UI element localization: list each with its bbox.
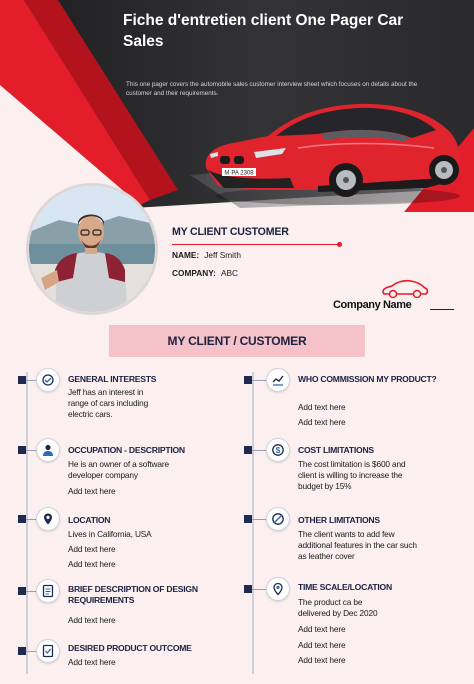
item-line: developer company bbox=[68, 470, 138, 481]
item-body bbox=[298, 597, 377, 666]
company-label: COMPANY: bbox=[172, 268, 216, 278]
item-title-time-scale: TIME SCALE/LOCATION bbox=[298, 582, 392, 592]
commission-icon bbox=[266, 368, 290, 392]
occupation-icon bbox=[36, 438, 60, 462]
client-avatar-image bbox=[29, 186, 155, 312]
client-name-row bbox=[172, 250, 241, 260]
timeline-connector bbox=[26, 450, 36, 451]
svg-text:M·PA 2308: M·PA 2308 bbox=[224, 170, 254, 177]
item-title-desired-outcome: DESIRED PRODUCT OUTCOME bbox=[68, 643, 192, 653]
add-text-placeholder: Add text here bbox=[68, 544, 116, 555]
item-title-who-commission: WHO COMMISSION MY PRODUCT? bbox=[298, 374, 437, 384]
add-text-placeholder: Add text here bbox=[298, 654, 346, 665]
add-text-placeholder: Add text here bbox=[68, 559, 116, 570]
item-body bbox=[68, 615, 115, 626]
item-line: He is an owner of a software bbox=[68, 459, 169, 469]
add-text-placeholder: Add text here bbox=[68, 657, 116, 667]
item-body bbox=[298, 529, 417, 563]
page-description: This one pager covers the automobile sales customer interview sheet which focuses on details about the customer and their requirements. bbox=[126, 81, 418, 97]
client-company-row bbox=[172, 268, 238, 278]
right-timeline-line bbox=[252, 372, 254, 674]
item-line: as leather cover bbox=[298, 551, 355, 562]
item-line: additional features in the car such bbox=[298, 540, 417, 551]
add-text-placeholder: Add text here bbox=[298, 639, 346, 650]
client-company: ABC bbox=[220, 268, 239, 278]
item-line: delivered by Dec 2020 bbox=[298, 608, 378, 619]
interests-icon bbox=[36, 368, 60, 392]
item-body bbox=[298, 459, 405, 493]
timeline-connector bbox=[252, 380, 266, 381]
item-line: The product ca be bbox=[298, 597, 363, 607]
item-line: The cost limitation is $600 and bbox=[298, 459, 406, 469]
item-line: budget by 15% bbox=[298, 481, 352, 492]
band-label: MY CLIENT / CUSTOMER bbox=[167, 334, 307, 348]
timeline-connector bbox=[252, 589, 266, 590]
item-line: client is willing to increase the bbox=[298, 470, 403, 481]
sports-car-image bbox=[198, 98, 464, 210]
company-name: Company Name bbox=[333, 299, 412, 311]
company-logo-car-icon bbox=[380, 278, 430, 300]
item-title-other-limitations: OTHER LIMITATIONS bbox=[298, 515, 380, 525]
item-line: Lives in California, USA bbox=[68, 529, 152, 539]
item-body bbox=[68, 657, 115, 668]
outcome-icon bbox=[36, 639, 60, 663]
item-body bbox=[68, 529, 152, 571]
timescale-icon bbox=[266, 577, 290, 601]
item-title-design-requirements: BRIEF DESCRIPTION OF DESIGN REQUIREMENTS bbox=[68, 584, 198, 605]
company-name-dash bbox=[430, 309, 454, 310]
item-line: Jeff has an interest in bbox=[68, 387, 144, 397]
timeline-dot bbox=[18, 587, 26, 595]
add-text-placeholder: Add text here bbox=[298, 417, 346, 428]
item-body bbox=[68, 459, 169, 498]
item-title-cost-limitations: COST LIMITATIONS bbox=[298, 445, 374, 455]
item-title-occupation: OCCUPATION - DESCRIPTION bbox=[68, 445, 185, 455]
timeline-dot bbox=[244, 515, 252, 523]
add-text-placeholder: Add text here bbox=[298, 402, 346, 412]
client-section-heading: MY CLIENT CUSTOMER bbox=[172, 226, 289, 238]
timeline-dot bbox=[18, 446, 26, 454]
timeline-dot bbox=[18, 515, 26, 523]
add-text-placeholder: Add text here bbox=[68, 615, 116, 625]
client-photo bbox=[26, 183, 158, 315]
timeline-dot bbox=[18, 376, 26, 384]
timeline-connector bbox=[26, 591, 36, 592]
item-title-location: LOCATION bbox=[68, 515, 111, 525]
left-timeline-line bbox=[26, 372, 28, 674]
cost-icon bbox=[266, 438, 290, 462]
item-body bbox=[298, 402, 345, 428]
heading-underline bbox=[172, 244, 340, 245]
timeline-connector bbox=[26, 380, 36, 381]
requirements-icon bbox=[36, 579, 60, 603]
client-name: Jeff Smith bbox=[204, 250, 241, 260]
page-title: Fiche d'entretien client One Pager Car Sales bbox=[123, 12, 404, 50]
item-line: electric cars. bbox=[68, 409, 113, 420]
location-icon bbox=[36, 507, 60, 531]
item-body bbox=[68, 387, 148, 421]
limitations-icon bbox=[266, 507, 290, 531]
timeline-connector bbox=[26, 651, 36, 652]
item-title-general-interests: GENERAL INTERESTS bbox=[68, 374, 157, 384]
timeline-connector bbox=[252, 450, 266, 451]
client-customer-band bbox=[109, 325, 365, 357]
add-text-placeholder: Add text here bbox=[68, 486, 116, 497]
timeline-connector bbox=[252, 519, 266, 520]
underline-dot bbox=[337, 242, 342, 247]
timeline-dot bbox=[244, 376, 252, 384]
timeline-connector bbox=[26, 519, 36, 520]
add-text-placeholder: Add text here bbox=[298, 624, 346, 635]
name-label: NAME: bbox=[172, 250, 200, 260]
svg-text:$: $ bbox=[275, 446, 281, 455]
timeline-dot bbox=[244, 446, 252, 454]
timeline-dot bbox=[244, 585, 252, 593]
timeline-dot bbox=[18, 647, 26, 655]
item-line: The client wants to add few bbox=[298, 529, 395, 539]
item-line: range of cars including bbox=[68, 398, 149, 409]
